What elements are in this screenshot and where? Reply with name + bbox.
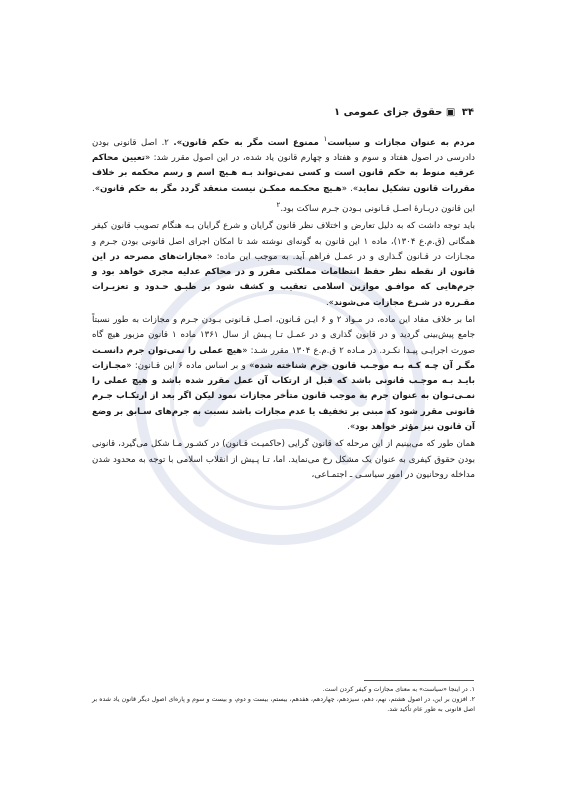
text-run: ».	[325, 297, 334, 308]
bold-run: مجازات‌های مصرحه در این قانون از نقطه نظر حفظ انتظامات مملکتی مقرر و در محاکم عدلیه مجری خواهد بود و جرم‌هایی که موافـق موازین اسلامی تعقیب و کشف شود بر طبـق حـدود و تعزیـرات مقـرره در شـرع مجازات می‌شوند	[92, 251, 475, 308]
text-run: ». «	[341, 183, 359, 194]
text-run: اما بر خلاف مفاد این ماده، در مـواد ۲ و ۶ ایـن قـانون، اصـل قـانونی بـودن جـرم و مجازات به طور نسبتاً جامع پیش‌بینی گردید و در قانون گذاری و در عمـل تـا پـیش از سال ۱۳۶۱ ماده ۱ قانون مزبور هیچ گاه صورت اجرایـی پیـدا نکـرد. در مـاده ۲ ق.م.ع ۱۳۰۴ مقرر شـد: «	[92, 314, 476, 356]
footnote-1: ۱. در اینجا «سیاست» به معنای مجازات و کیفر کردن است.	[322, 686, 475, 693]
text-run: همان طور که می‌بینیم از این مرحله که قانون گرایی (حاکمیـت قـانون) در کشـور مـا شکل می‌گیرد، قانونی بودن حقوق کیفری به عنوان یک مشکل رخ می‌نماید. اما، تـا پـیش از انقلاب اسلامی با توجه به محدود شدن مداخله روحانیون در امور سیاسـی ـ اجتمـاعی،	[92, 439, 475, 480]
bold-run: مردم به عنوان مجازات و سیاست	[327, 137, 475, 148]
book-title: حقوق جزای عمومی ۱	[334, 107, 443, 118]
running-head	[334, 107, 474, 118]
text-run: ».	[347, 422, 356, 433]
paragraph-2	[92, 219, 475, 311]
footnote-ref[interactable]: ۱	[323, 134, 328, 143]
paragraph-3	[92, 313, 475, 435]
square-marker-icon: ▣	[445, 107, 456, 118]
footnote-2: ۲. افزون بر این، در اصول هشتم، نهم، دهم، سیزدهم، چهاردهم، هفدهم، بیستم، بیست و دوم، و بیست و سوم و پاره‌ای اصول دیگر قانون یاد شده بر اصل قانونی به طور عام تأکید شد.	[92, 696, 475, 713]
text-run: » و بر اساس ماده ۶ این قـانون: «	[126, 360, 255, 371]
text-run: ». این قانون دربـارهٔ اصـل قـانونی بـودن جـرم ساکت بود.	[92, 183, 475, 214]
footnotes	[92, 685, 475, 715]
bold-run: ممنوع است مگر به حکم قانون».	[173, 137, 324, 148]
footnote-ref[interactable]: ۲	[276, 200, 281, 210]
bold-run: هیچ عملی را نمی‌توان جرم دانسـت مگـر آن چـه کـه بـه موجـب قانون جرم شناخته شده	[92, 345, 475, 371]
bold-run: تعیین محاکم عرفیه منوط به حکم قانون است و کسی نمی‌تواند بـه هـیچ اسم و رسم محکمه بر خلاف مقررات قانون تشکیل نماید	[92, 153, 476, 194]
text-run: ۲. اصل قانونی بودن دادرسی در اصول هفتاد و سوم و هفتاد و چهارم قانون یاد شده، در این اصول مقرر شد: «	[92, 137, 476, 164]
paragraph-4	[92, 437, 475, 483]
text-run: باید توجه داشت که به دلیل تعارض و اختلاف نظر قانون گرایان و شرع گرایان بـه هنگام تصویب قانون کیفر همگانی (ق.م.ع ۱۳۰۴)، ماده ۱ این قانون به گونه‌ای نوشته شد تا امکان اجرای اصل قانونی بودن جـرم و مجـازات در قـانون گـذاری و در عمـل فراهم آید. به موجب این ماده: «	[92, 221, 475, 262]
body-text	[92, 131, 475, 485]
paragraph-1	[92, 131, 475, 217]
page-number: ۳۴	[461, 107, 474, 118]
bold-run: مجـازات بایـد بـه موجـب قانونی باشد که قبل از ارتکاب آن عمل مقرر شده باشد و هیچ عملی را نمـی‌تـوان به عنوان جرم به موجب قانون متأخر مجازات نمود لیکن اگر بعد از ارتکـاب جـرم قانونی مقرر شود که مبنی بر تخفیف یا عدم مجازات باشد نسبت به جرم‌های سـابق بر وضع آن قانون نیز مؤثر خواهد بود	[92, 360, 475, 433]
footnote-divider	[364, 680, 474, 681]
bold-run: هـیچ محکـمه ممکـن نیست منعقد گردد مگر به حکم قانون	[100, 183, 342, 194]
